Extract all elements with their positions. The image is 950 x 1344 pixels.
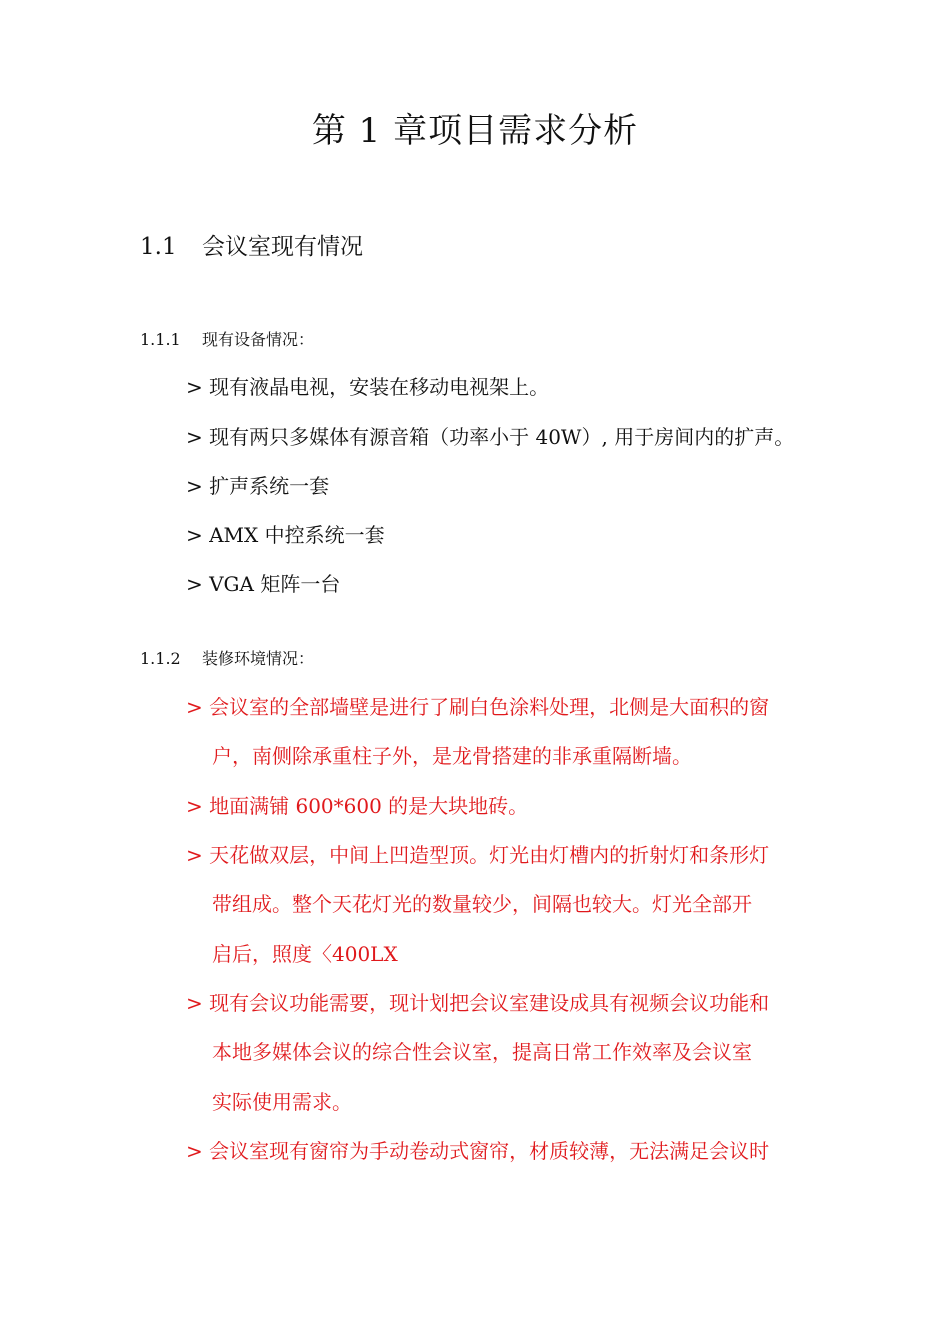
decoration-item-line: > 地面满铺 600*600 的是大块地砖。 [186,794,529,818]
chapter-title: 第 1 章项目需求分析 [311,111,639,151]
subsection-number: 1.1.1 [140,330,181,349]
equipment-item: > VGA 矩阵一台 [186,572,341,596]
equipment-item: > 现有两只多媒体有源音箱（功率小于 40W）, 用于房间内的扩声。 [186,425,795,449]
section-heading [140,230,363,264]
decoration-item-line: 带组成。整个天花灯光的数量较少，间隔也较大。灯光全部开 [212,892,752,916]
subsection-heading-equipment [140,328,314,352]
decoration-item-line: 本地多媒体会议的综合性会议室，提高日常工作效率及会议室 [212,1040,752,1064]
decoration-item-line: 实际使用需求。 [212,1090,352,1114]
section-title: 会议室现有情况 [202,234,363,260]
subsection-heading-decoration [140,647,314,671]
section-number: 1.1 [140,234,177,260]
equipment-item: > 扩声系统一套 [186,474,330,498]
subsection-title: 装修环境情况： [202,649,315,668]
decoration-item-line: > 天花做双层，中间上凹造型顶。灯光由灯槽内的折射灯和条形灯 [186,843,770,867]
decoration-item-line: 户，南侧除承重柱子外，是龙骨搭建的非承重隔断墙。 [212,744,692,768]
decoration-item-line: > 会议室现有窗帘为手动卷动式窗帘，材质较薄，无法满足会议时 [186,1139,770,1163]
decoration-item-line: > 会议室的全部墙壁是进行了刷白色涂料处理，北侧是大面积的窗 [186,695,770,719]
subsection-number: 1.1.2 [140,649,181,668]
equipment-item: > AMX 中控系统一套 [186,523,385,547]
equipment-item: > 现有液晶电视，安装在移动电视架上。 [186,375,550,399]
decoration-item-line: 启后，照度〈400LX [212,942,398,966]
subsection-title: 现有设备情况： [202,330,315,349]
decoration-item-line: > 现有会议功能需要，现计划把会议室建设成具有视频会议功能和 [186,991,770,1015]
